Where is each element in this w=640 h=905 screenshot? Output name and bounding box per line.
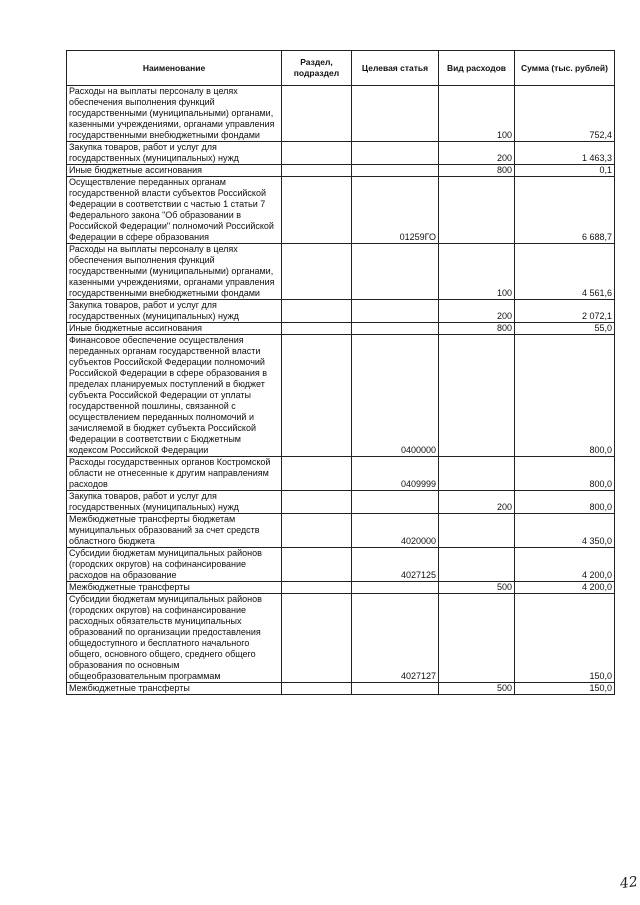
row-sum: 800,0	[515, 491, 615, 514]
row-target: 4027127	[352, 594, 439, 683]
row-name: Межбюджетные трансферты бюджетам муниципальных образований за счет средств областного бюджета	[67, 514, 282, 548]
row-type	[439, 594, 515, 683]
row-type: 200	[439, 491, 515, 514]
row-name: Межбюджетные трансферты	[67, 582, 282, 594]
row-type	[439, 335, 515, 457]
row-type	[439, 548, 515, 582]
row-section	[282, 683, 352, 695]
table-row	[67, 177, 615, 244]
row-section	[282, 335, 352, 457]
table-row	[67, 514, 615, 548]
row-section	[282, 514, 352, 548]
header-target: Целевая статья	[352, 51, 439, 86]
row-name: Расходы на выплаты персоналу в целях обеспечения выполнения функций государственными (муниципальными) органами, казенными учреждениями, органами управления государственными внебюджетными фондами	[67, 244, 282, 300]
row-section	[282, 165, 352, 177]
row-name: Закупка товаров, работ и услуг для государственных (муниципальных) нужд	[67, 142, 282, 165]
table-row	[67, 142, 615, 165]
table-row	[67, 594, 615, 683]
row-target: 4027125	[352, 548, 439, 582]
row-sum: 4 200,0	[515, 548, 615, 582]
row-section	[282, 244, 352, 300]
header-name: Наименование	[67, 51, 282, 86]
row-sum: 6 688,7	[515, 177, 615, 244]
row-sum: 4 561,6	[515, 244, 615, 300]
row-sum: 800,0	[515, 335, 615, 457]
row-section	[282, 491, 352, 514]
table-row	[67, 300, 615, 323]
row-target	[352, 142, 439, 165]
row-sum: 150,0	[515, 594, 615, 683]
table-row	[67, 335, 615, 457]
row-target: 0400000	[352, 335, 439, 457]
row-target	[352, 491, 439, 514]
header-section: Раздел, подраздел	[282, 51, 352, 86]
row-section	[282, 177, 352, 244]
row-sum: 1 463,3	[515, 142, 615, 165]
row-sum: 752,4	[515, 86, 615, 142]
row-type: 100	[439, 244, 515, 300]
row-name: Финансовое обеспечение осуществления переданных органам государственной власти субъектов Российской Федерации полномочий Российской Федерации в сфере образования в пределах планируемых поступлений в бюджет субъекта Российской Федерации от уплаты государственной пошлины, связанной с осуществлением переданных полномочий и зачисляемой в бюджет субъекта Российской Федерации в соответствии с Бюджетным кодексом Российской Федерации	[67, 335, 282, 457]
row-type: 500	[439, 582, 515, 594]
row-type: 200	[439, 142, 515, 165]
table-row	[67, 582, 615, 594]
row-target: 4020000	[352, 514, 439, 548]
row-name: Осуществление переданных органам государственной власти субъектов Российской Федерации в соответствии с частью 1 статьи 7 Федерального закона "Об образовании в Российской Федерации" полномочий Российской Федерации в сфере образования	[67, 177, 282, 244]
row-name: Субсидии бюджетам муниципальных районов (городских округов) на софинансирование расходных обязательств муниципальных образований по организации предоставления общедоступного и бесплатного начального общего, основного общего, среднего общего образования по основным общеобразовательным программам	[67, 594, 282, 683]
row-type: 800	[439, 165, 515, 177]
header-sum: Сумма (тыс. рублей)	[515, 51, 615, 86]
row-section	[282, 457, 352, 491]
row-section	[282, 548, 352, 582]
row-type: 800	[439, 323, 515, 335]
row-target	[352, 582, 439, 594]
table-row	[67, 86, 615, 142]
row-section	[282, 323, 352, 335]
row-type	[439, 177, 515, 244]
table-row	[67, 457, 615, 491]
table-row	[67, 165, 615, 177]
row-sum: 0,1	[515, 165, 615, 177]
row-section	[282, 300, 352, 323]
row-target	[352, 300, 439, 323]
row-target	[352, 683, 439, 695]
table-row	[67, 548, 615, 582]
row-section	[282, 594, 352, 683]
budget-table	[66, 50, 615, 695]
row-type	[439, 457, 515, 491]
row-section	[282, 582, 352, 594]
row-sum: 800,0	[515, 457, 615, 491]
row-section	[282, 142, 352, 165]
row-target	[352, 323, 439, 335]
row-name: Межбюджетные трансферты	[67, 683, 282, 695]
row-target: 01259ГО	[352, 177, 439, 244]
page-number: 42	[619, 873, 640, 893]
row-type: 100	[439, 86, 515, 142]
row-type: 500	[439, 683, 515, 695]
row-name: Расходы на выплаты персоналу в целях обеспечения выполнения функций государственными (муниципальными) органами, казенными учреждениями, органами управления государственными внебюджетными фондами	[67, 86, 282, 142]
row-name: Иные бюджетные ассигнования	[67, 323, 282, 335]
row-name: Закупка товаров, работ и услуг для государственных (муниципальных) нужд	[67, 300, 282, 323]
table-row	[67, 683, 615, 695]
row-name: Закупка товаров, работ и услуг для государственных (муниципальных) нужд	[67, 491, 282, 514]
table-row	[67, 244, 615, 300]
row-type: 200	[439, 300, 515, 323]
row-target	[352, 165, 439, 177]
row-sum: 4 200,0	[515, 582, 615, 594]
row-type	[439, 514, 515, 548]
row-section	[282, 86, 352, 142]
row-sum: 150,0	[515, 683, 615, 695]
row-target: 0409999	[352, 457, 439, 491]
header-type: Вид расходов	[439, 51, 515, 86]
table-row	[67, 491, 615, 514]
row-name: Иные бюджетные ассигнования	[67, 165, 282, 177]
table-row	[67, 323, 615, 335]
row-sum: 2 072,1	[515, 300, 615, 323]
row-sum: 4 350,0	[515, 514, 615, 548]
row-target	[352, 86, 439, 142]
row-name: Расходы государственных органов Костромской области не отнесенные к другим направлениям расходов	[67, 457, 282, 491]
table-header-row	[67, 51, 615, 86]
row-target	[352, 244, 439, 300]
row-sum: 55,0	[515, 323, 615, 335]
row-name: Субсидии бюджетам муниципальных районов (городских округов) на софинансирование расходов на образование	[67, 548, 282, 582]
